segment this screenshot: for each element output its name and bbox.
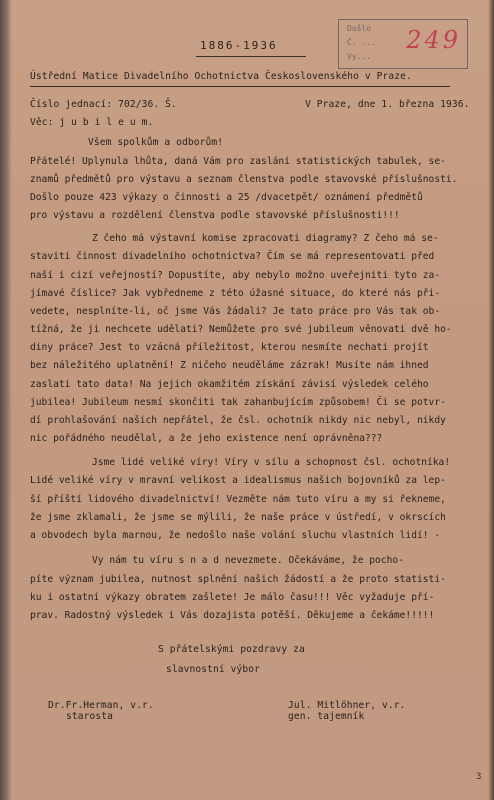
body-line: Z čeho má výstavní komise zpracovati diagramy? Z čeho má se-	[92, 233, 439, 244]
body-line: ší příští lidového divadelnictví! Vezměte nám tuto víru a my si řekneme,	[30, 494, 446, 505]
body-line: tížná, že ji nechcete udělati? Nemůžete pro své jubileum věnovati dvě ho-	[30, 324, 452, 335]
body-line: Jsme lidé veliké víry! Víry v sílu a schopnost čsl. ochotníka!	[92, 457, 451, 468]
body-line: Došlo pouze 423 výkazy o činnosti a 25 /dvacetpět/ oznámení předmětů	[30, 192, 423, 203]
body-line: Přátelé! Uplynula lhůta, daná Vám pro zaslání statistických tabulek, se-	[30, 156, 446, 167]
divider	[196, 56, 306, 57]
place-date: V Praze, dne 1. března 1936.	[305, 99, 470, 110]
body-line: dí prohlašování našich nepřátel, že čsl. ochotník nikdy nic nebyl, nikdy	[30, 415, 446, 426]
stamp-label: Vy...	[347, 52, 372, 61]
body-line: jubilea! Jubileum nesmí skončiti tak zahanbujícím způsobem! Či se potvr-	[30, 397, 446, 408]
closing-line: slavnostní výbor	[166, 664, 261, 675]
body-line: Lidé veliké víry v mravní velikost a idealismus našich bojovníků za lep-	[30, 475, 446, 486]
signature-role: starosta	[66, 711, 114, 722]
body-line: píte význam jubilea, nutnost splnění našich žádostí a že proto statisti-	[30, 574, 446, 585]
body-line: bez náležitého uplatnění! Z ničeho neuděláme zázrak! Musíte nám ihned	[30, 360, 429, 371]
received-stamp	[338, 19, 468, 69]
subject-line: Věc: j u b i l e u m.	[30, 117, 154, 128]
body-line: znamů předmětů pro výstavu a seznam členstva podle stavovské příslušnosti.	[30, 174, 458, 185]
signature-name: Jul. Mitlöhner, v.r.	[288, 700, 406, 711]
body-line: ku i ostatní výkazy obratem zašlete! Je málo času!!! Věc vyžaduje pří-	[30, 592, 435, 603]
closing-line: S přátelskými pozdravy za	[158, 644, 305, 655]
body-line: jímavé číslice? Jak vybředneme z této úžasné situace, do které nás při-	[30, 288, 441, 299]
signature-role: gen. tajemník	[288, 711, 365, 722]
divider	[30, 86, 450, 87]
body-line: diny práce? Jest to vzácná příležitost, kterou nesmíte nechati projít	[30, 342, 429, 353]
body-line: vedete, nesplníte-li, oč jsme Vás žádali? Je tato práce pro Vás tak ob-	[30, 306, 441, 317]
body-line: naší i cizí veřejností? Dopustíte, aby nebylo možno uveřejniti tyto za-	[30, 270, 441, 281]
page-number: 3	[476, 772, 482, 782]
body-line: a obvodech byla marnou, že nedošlo naše volání sluchu vlastních lidí! -	[30, 530, 441, 541]
stamp-label: Č. ...	[347, 38, 376, 47]
body-line: pro výstavu a rozdělení členstva podle stavovské příslušnosti!!!	[30, 210, 400, 221]
stamp-number: 249	[406, 26, 461, 54]
body-line: nic pořádného neudělal, a že jeho existence není oprávněna???	[30, 433, 383, 444]
body-line: prav. Radostný výsledek i Vás dozajista potěší. Děkujeme a čekáme!!!!!	[30, 610, 435, 621]
body-line: Vy nám tu víru s n a d nevezmete. Očekáváme, že pocho-	[92, 555, 404, 566]
anniversary-years: 1886-1936	[200, 39, 278, 52]
stamp-label: Došlo	[347, 24, 372, 33]
page-edge-shadow-right	[488, 0, 494, 800]
greeting: Všem spolkům a odborům!	[88, 137, 224, 148]
reference-number: Číslo jednací: 702/36. Š.	[30, 99, 177, 110]
body-line: staviti činnost divadelního ochotnictva? Čím se má representovati před	[30, 251, 435, 262]
organization-name: Ústřední Matice Divadelního Ochotnictva Československého v Praze.	[30, 71, 412, 82]
body-line: zaslati tato data! Na jejich okamžitém získání závisí výsledek celého	[30, 379, 429, 390]
signature-name: Dr.Fr.Herman, v.r.	[48, 700, 154, 711]
page-edge-shadow	[0, 0, 12, 800]
body-line: že jsme zklamali, že jsme se mýlili, že naše práce v ústředí, v okrscích	[30, 512, 446, 523]
